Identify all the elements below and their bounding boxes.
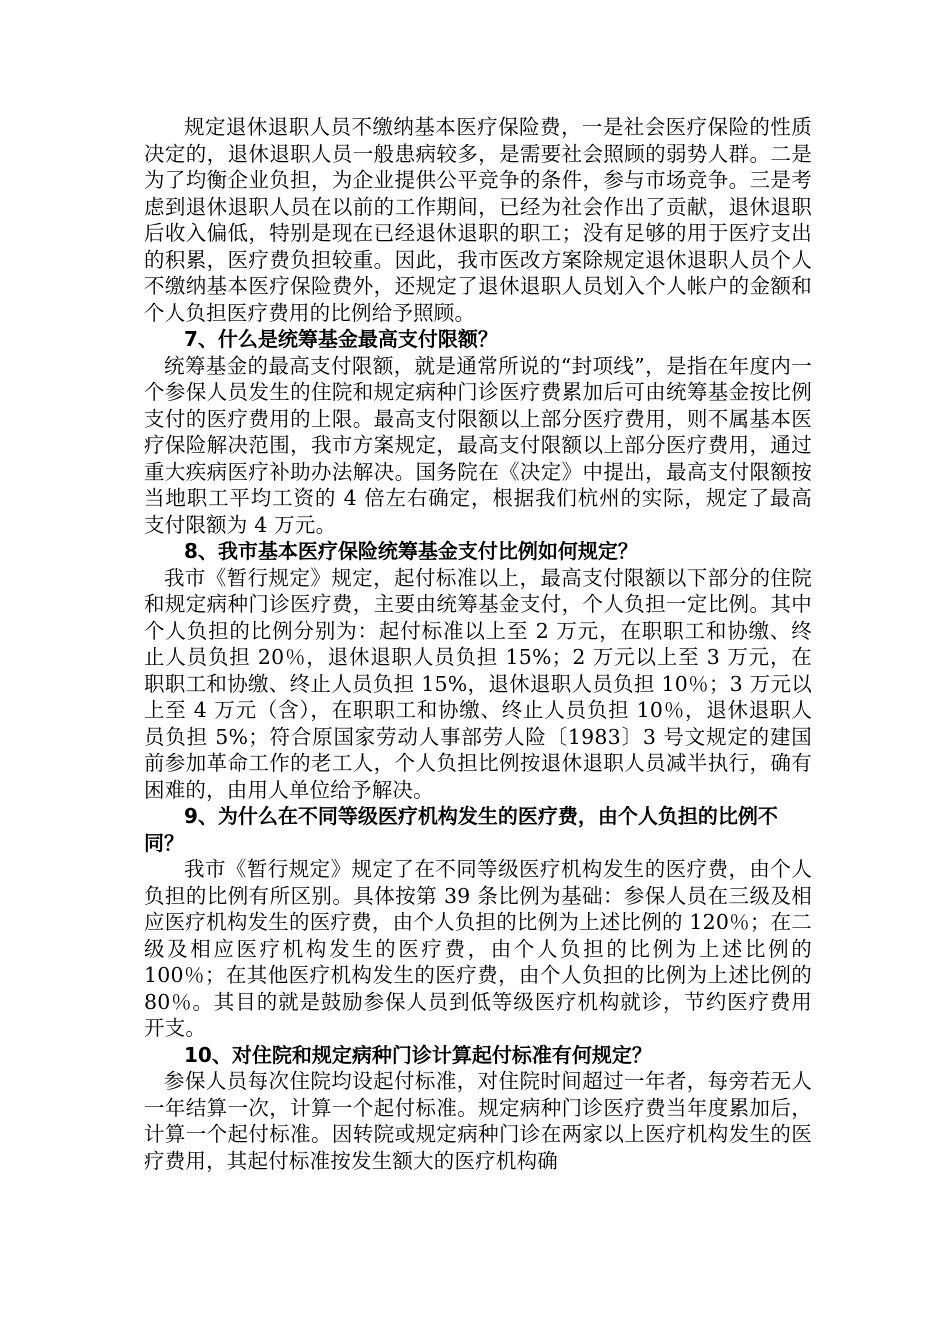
- heading-question-10: 10、对住院和规定病种门诊计算起付标准有何规定？: [184, 1042, 652, 1067]
- document-body: [144, 114, 812, 1174]
- heading-question-8: 8、我市基本医疗保险统筹基金支付比例如何规定？: [184, 539, 638, 563]
- paragraph-payment-ratio: 我市《暂行规定》规定，起付标准以上，最高支付限额以下部分的住院和规定病种门诊医疗费，主要由统筹基金支付，个人负担一定比例。其中个人负担的比例分别为：起付标准以上至 2 万元，在职职工和协缴、终止人员负担 20％，退休退职人员负担 15%；2 万元以上至 3 万元，在职职工和协缴、终止人员负担 15%，退休退职人员负担 10％；3 万元以上至 4 万元（含），在职职工和协缴、终止人员负担 10％，退休退职人员负担 5%；符合原国家劳动人事部劳人险〔1983〕3 号文规定的建国前参加革命工作的老工人，个人负担比例按退休退职人员减半执行，确有困难的，由用人单位给予解决。: [144, 565, 812, 802]
- paragraph-max-payment-limit: 统筹基金的最高支付限额，就是通常所说的“封项线”，是指在年度内一个参保人员发生的住院和规定病种门诊医疗费累加后可由统筹基金按比例支付的医疗费用的上限。最高支付限额以上部分医疗费用，则不属基本医疗保险解决范围，我市方案规定，最高支付限额以上部分医疗费用，通过重大疾病医疗补助办法解决。国务院在《决定》中提出，最高支付限额按当地职工平均工资的 4 倍左右确定，根据我们杭州的实际，规定了最高支付限额为 4 万元。: [144, 353, 812, 537]
- heading-question-7: 7、什么是统筹基金最高支付限额？: [184, 327, 498, 351]
- paragraph-retiree-contribution: 规定退休退职人员不缴纳基本医疗保险费，一是社会医疗保险的性质决定的，退休退职人员一般患病较多，是需要社会照顾的弱势人群。二是为了均衡企业负担，为企业提供公平竞争的条件，参与市场竞争。三是考虑到退休退职人员在以前的工作期间，已经为社会作出了贡献，退休退职后收入偏低，特别是现在已经退休退职的职工；没有足够的用于医疗支出的积累，医疗费负担较重。因此，我市医改方案除规定退休退职人员个人不缴纳基本医疗保险费外，还规定了退休退职人员划入个人帐户的金额和个人负担医疗费用的比例给予照顾。: [144, 115, 812, 325]
- paragraph-institution-level-ratio: 我市《暂行规定》规定了在不同等级医疗机构发生的医疗费，由个人负担的比例有所区别。具体按第 39 条比例为基础：参保人员在三级及相应医疗机构发生的医疗费，由个人负担的比例为上述比例的 120％；在二级及相应医疗机构发生的医疗费，由个人负担的比例为上述比例的 100％；在其他医疗机构发生的医疗费，由个人负担的比例为上述比例的 80％。其目的就是鼓励参保人员到低等级医疗机构就诊，节约医疗费用开支。: [144, 857, 812, 1040]
- heading-question-9: 9、为什么在不同等级医疗机构发生的医疗费，由个人负担的比例不同？: [144, 804, 778, 855]
- paragraph-deductible-rules: 参保人员每次住院均设起付标准，对住院时间超过一年者，每旁若无人一年结算一次，计算一个起付标准。规定病种门诊医疗费当年度累加后，计算一个起付标准。因转院或规定病种门诊在两家以上医疗机构发生的医疗费用，其起付标准按发生额大的医疗机构确: [144, 1069, 812, 1173]
